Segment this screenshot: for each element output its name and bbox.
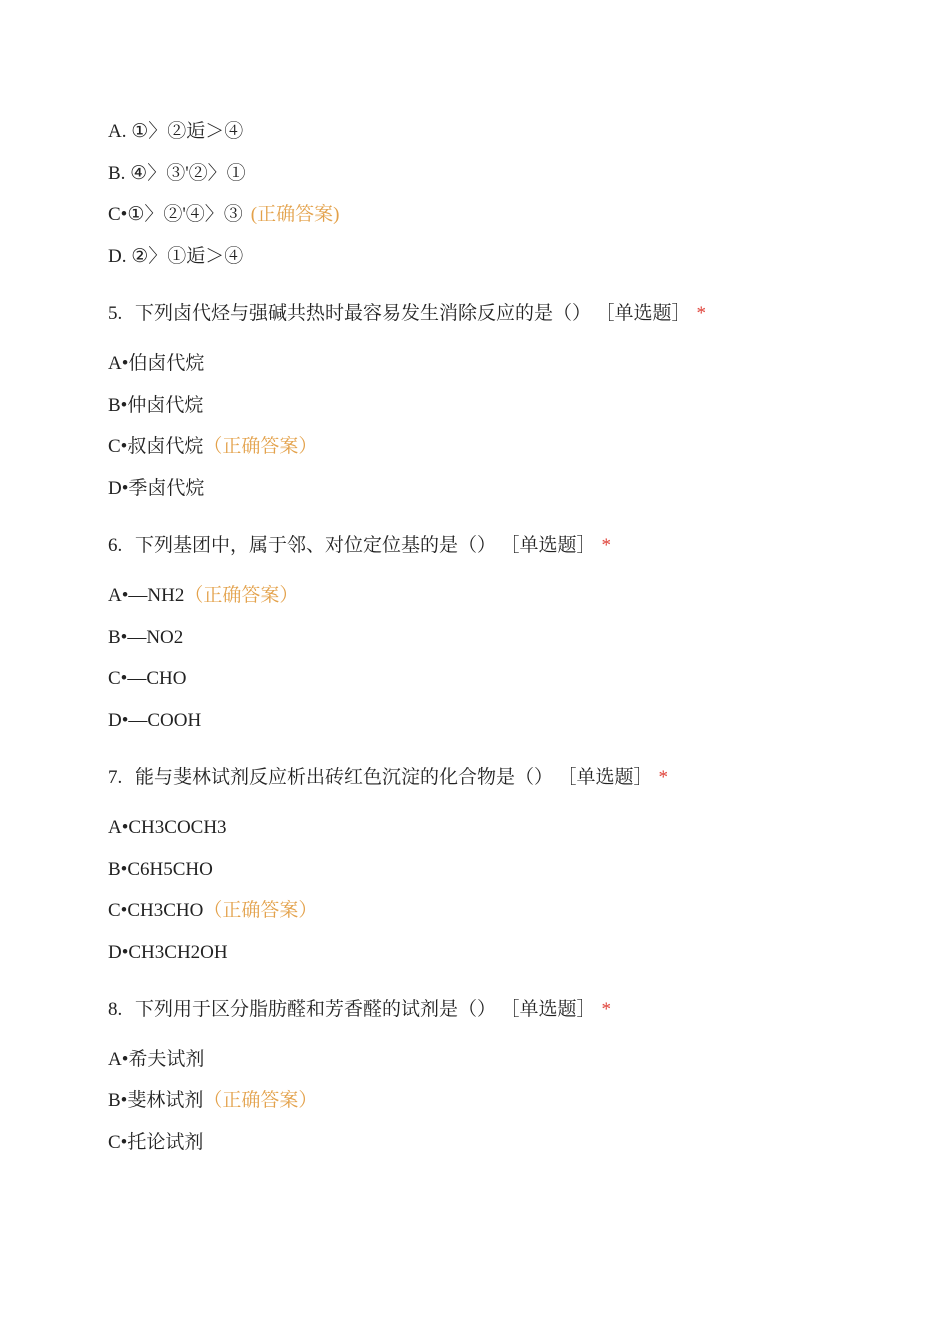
option-line <box>108 161 246 187</box>
required-mark: * <box>696 303 707 324</box>
required-mark: * <box>658 767 669 788</box>
required-mark: * <box>601 535 612 556</box>
correct-answer-label: （正确答案） <box>203 436 318 457</box>
correct-answer-label: （正确答案） <box>203 1090 318 1111</box>
question-number: 7. <box>108 767 123 788</box>
question-title <box>108 301 706 327</box>
option-text: C•CH3CHO <box>108 900 204 921</box>
option-text: A•希夫试剂 <box>108 1049 205 1070</box>
option-text: B•—NO2 <box>108 627 184 648</box>
option-line <box>108 476 204 502</box>
option-line <box>108 666 186 692</box>
option-line <box>108 898 317 924</box>
correct-answer-label: (正确答案) <box>250 204 340 225</box>
option-line <box>108 583 298 609</box>
option-text: A. ①〉②逅＞④ <box>108 121 244 142</box>
option-line <box>108 1130 203 1156</box>
question-title <box>108 997 611 1023</box>
option-text: C•①〉②'④〉③ <box>108 204 243 225</box>
option-line <box>108 625 183 651</box>
option-line <box>108 351 204 377</box>
option-text: A•CH3COCH3 <box>108 817 227 838</box>
question-number: 8. <box>108 999 123 1020</box>
option-line <box>108 119 243 145</box>
option-line <box>108 244 243 270</box>
question-text: 下列基团中，属于邻、对位定位基的是（） <box>135 535 497 556</box>
question-type-tag: ［单选题］ <box>567 767 653 788</box>
correct-answer-label: （正确答案） <box>184 585 299 606</box>
question-title <box>108 533 611 559</box>
option-text: B•仲卤代烷 <box>108 395 204 416</box>
option-line <box>108 1047 204 1073</box>
option-line <box>108 940 228 966</box>
question-text: 下列卤代烃与强碱共热时最容易发生消除反应的是（） <box>135 303 592 324</box>
question-type-tag: ［单选题］ <box>605 303 691 324</box>
question-type-tag: ［单选题］ <box>510 535 596 556</box>
question-number: 6. <box>108 535 123 556</box>
option-text: B•C6H5CHO <box>108 859 213 880</box>
option-text: C•叔卤代烷 <box>108 436 204 457</box>
option-text: A•—NH2 <box>108 585 185 606</box>
option-text: B•斐林试剂 <box>108 1090 204 1111</box>
option-text: C•—CHO <box>108 668 187 689</box>
question-title <box>108 765 668 791</box>
option-text: C•托论试剂 <box>108 1132 204 1153</box>
option-line <box>108 857 213 883</box>
option-text: D•季卤代烷 <box>108 478 205 499</box>
option-text: D•CH3CH2OH <box>108 942 228 963</box>
option-text: D•—COOH <box>108 710 202 731</box>
option-line <box>108 815 227 841</box>
option-line <box>108 393 203 419</box>
correct-answer-label: （正确答案） <box>203 900 318 921</box>
required-mark: * <box>601 999 612 1020</box>
question-text: 能与斐林试剂反应析出砖红色沉淀的化合物是（） <box>135 767 554 788</box>
question-number: 5. <box>108 303 123 324</box>
option-line <box>108 434 317 460</box>
option-text: B. ④〉③'②〉① <box>108 163 246 184</box>
option-line <box>108 708 201 734</box>
question-text: 下列用于区分脂肪醛和芳香醛的试剂是（） <box>135 999 497 1020</box>
option-line <box>108 202 339 228</box>
question-type-tag: ［单选题］ <box>510 999 596 1020</box>
option-text: A•伯卤代烷 <box>108 353 205 374</box>
option-line <box>108 1088 317 1114</box>
option-text: D. ②〉①逅＞④ <box>108 246 244 267</box>
